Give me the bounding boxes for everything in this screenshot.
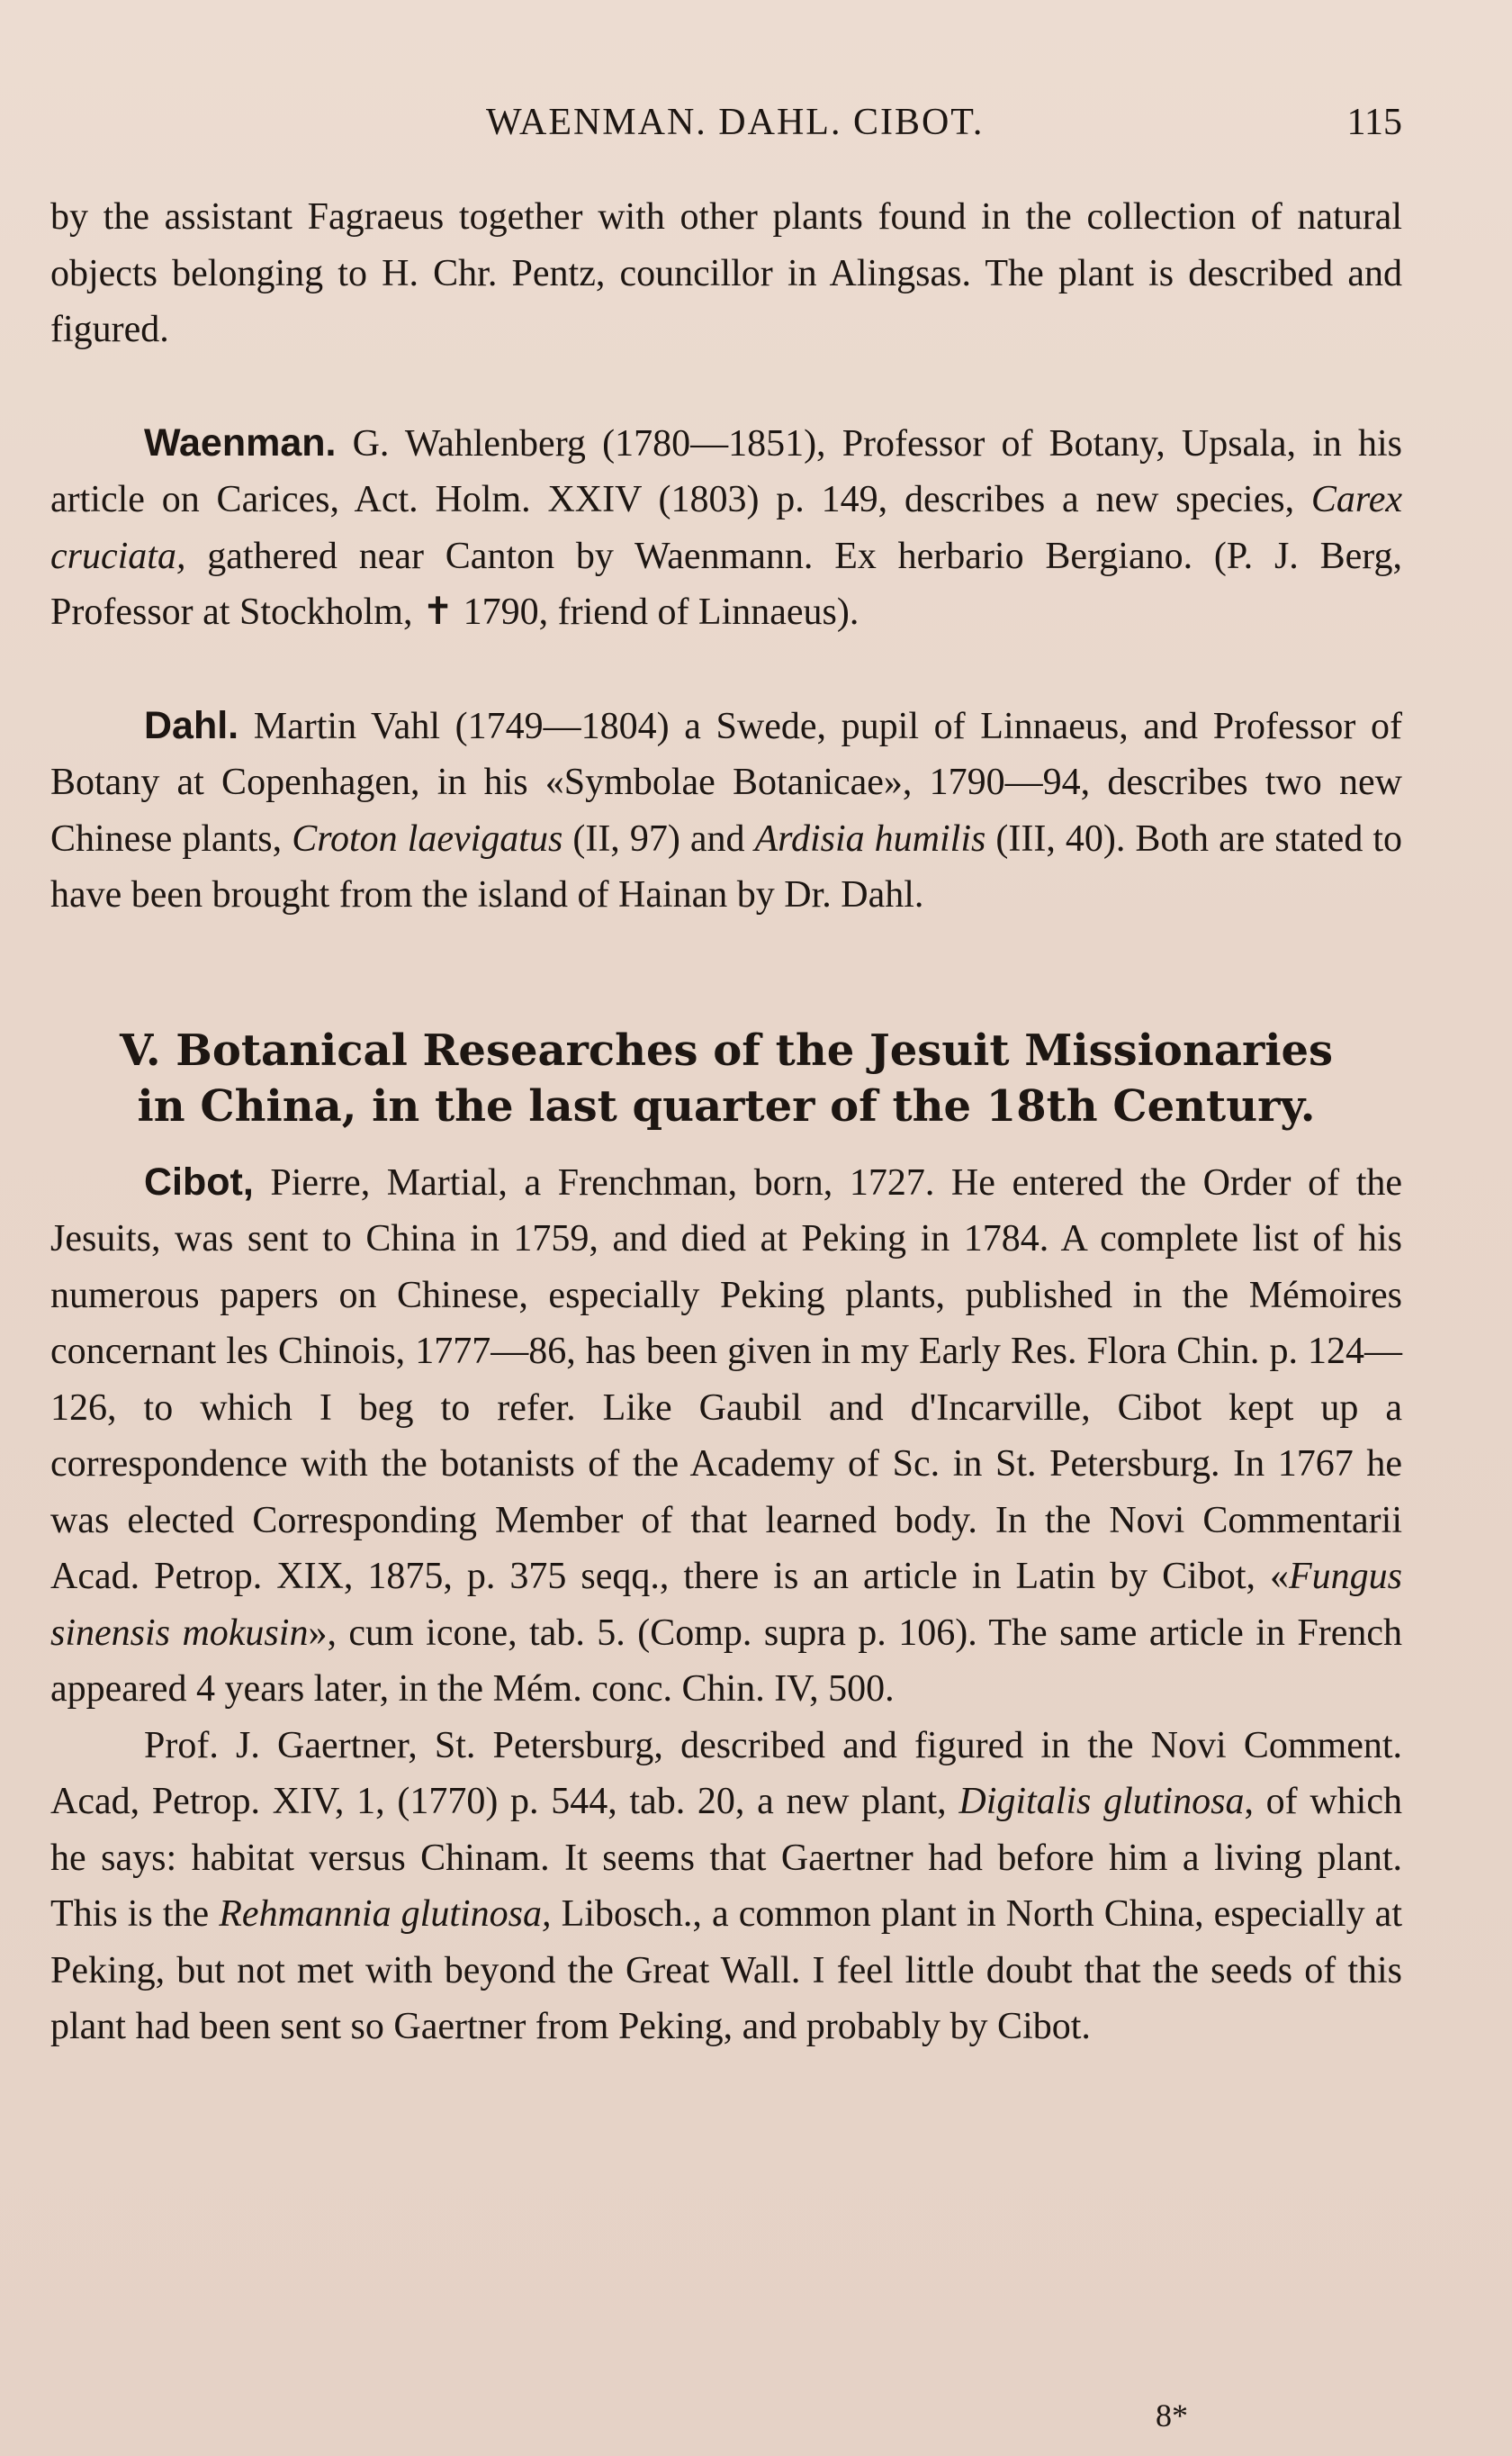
running-head (0, 101, 1512, 155)
paragraph-cibot: Cibot, Pierre, Martial, a Frenchman, born, 1727. He entered the Order of the Jesuits, was sent to China in 1759, and died at Peking in 1784. A complete list of his numerous papers on Chinese, especially Peking plants, published in the Mémoires concernant les Chinois, 1777—86, has been given in my Early Res. Flora Chin. p. 124—126, to which I beg to refer. Like Gaubil and d'Incarville, Cibot kept up a correspondence with the botanists of the Academy of Sc. in St. Petersburg. In 1767 he was elected Corresponding Member of that learned body. In the Novi Commentarii Acad. Petrop. XIX, 1875, p. 375 seqq., there is an article in Latin by Cibot, «Fungus sinensis mokusin», cum icone, tab. 5. (Comp. supra p. 106). The same article in French appeared 4 years later, in the Mém. conc. Chin. IV, 500. (50, 1160, 1402, 1710)
paragraph-continuation: by the assistant Fagraeus together with other plants found in the collection of natural objects belonging to H. Chr. Pentz, councillor in Alingsas. The plant is described and figured. (50, 196, 1402, 350)
paragraph-gaertner: Prof. J. Gaertner, St. Petersburg, described and figured in the Novi Comment. Acad, Petrop. XIV, 1, (1770) p. 544, tab. 20, a new plant, Digitalis glutinosa, of which he says: habitat versus Chinam. It seems that Gaertner had before him a living plant. This is the Rehmannia glutinosa, Libosch., a common plant in North China, especially at Peking, but not met with beyond the Great Wall. I feel little doubt that the seeds of this plant had been sent so Gaertner from Peking, and probably by Cibot. (50, 1724, 1402, 2047)
paragraph-dahl: Dahl. Martin Vahl (1749—1804) a Swede, pupil of Linnaeus, and Professor of Botany at Copenhagen, in his «Symbolae Botanicae», 1790—94, describes two new Chinese plants, Croton laevigatus (II, 97) and Ardisia humilis (III, 40). Both are stated to have been brought from the island of Hainan by Dr. Dahl. (50, 703, 1403, 916)
entry-lead-dahl: Dahl. (144, 703, 239, 747)
section-heading (50, 1023, 1402, 1134)
signature-mark: 8* (1156, 2397, 1188, 2433)
species-name: Ardisia humilis (754, 817, 986, 860)
page-number: 115 (1346, 102, 1402, 143)
entry-lead-waenman: Waenman. (144, 420, 337, 465)
entry-lead-cibot: Cibot, (144, 1160, 254, 1204)
species-name: Croton laevigatus (292, 817, 563, 860)
article-title: Fungus sinensis mokusin (50, 1556, 1402, 1654)
paragraph-waenman: Waenman. G. Wahlenberg (1780—1851), Professor of Botany, Upsala, in his article on Carices, Act. Holm. XXIV (1803) p. 149, describes a new species, Carex cruciata, gathered near Canton by Waenmann. Ex herbario Bergiano. (P. J. Berg, Professor at Stockholm, ✝ 1790, friend of Linnaeus). (50, 420, 1402, 633)
species-name: Carex cruciata, (50, 479, 1402, 577)
section-heading-line2: in China, in the last quarter of the 18th Century. (137, 1080, 1316, 1132)
species-name: Rehmannia glutinosa, (219, 1893, 552, 1935)
body-text (50, 189, 1402, 2055)
section-heading-line1: V. Botanical Researches of the Jesuit Missionaries (119, 1025, 1334, 1076)
species-name: Digitalis glutinosa (958, 1781, 1245, 1822)
running-head-title: WAENMAN. DAHL. CIBOT. (486, 102, 985, 143)
